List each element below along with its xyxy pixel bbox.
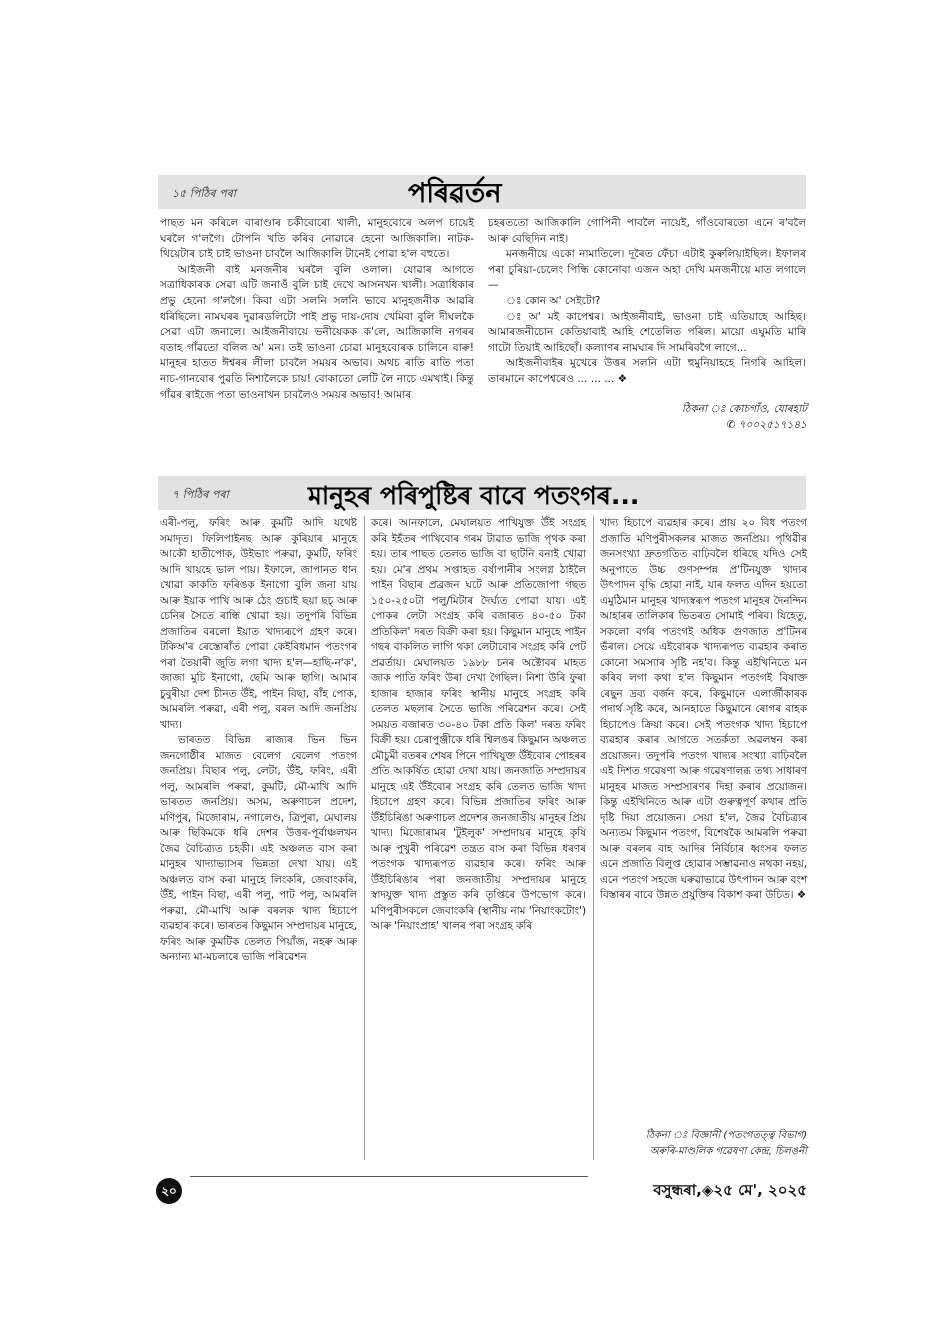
page-number: ২০ <box>156 1178 182 1204</box>
article-title: পৰিৱৰ্তন <box>408 178 502 209</box>
article-title: মানুহৰ পৰিপুষ্টিৰ বাবে পতংগৰ... <box>308 481 640 510</box>
author-signature <box>587 1128 807 1159</box>
article-column <box>371 516 586 935</box>
column-divider <box>364 516 365 1160</box>
address-line: ঠিকনা ঃ কোচগাঁও, যোৰহাট <box>681 403 807 415</box>
section-header-bar <box>158 175 806 209</box>
continued-from-label: ১৫ পিঠিৰ পৰা <box>172 187 236 200</box>
end-mark-icon: ❖ <box>617 372 628 385</box>
paragraph: মনজনীয়ে একো নামাতিলে। দূৰৈত ফেঁচা এটাই কুৰুলিয়াইছিল। ইফালৰ পৰা চুৰিয়া-চেলেং পিন্ধি কোনোবা এজন অহা দেখি মনজনীয়ে মাত লগালে— <box>488 248 806 292</box>
phone-line: ✆ ৭০০২৫১৭১৪১ <box>726 418 807 431</box>
author-signature <box>507 402 807 433</box>
paragraph: আইজনী বাই মনজনীৰ ঘৰলৈ বুলি ওলাল। যোৱাৰ আগতে সত্ৰাধিকাৰক সেৱা এটি জনাওঁ বুলি চাই দেখে আসনখন খালী। সত্ৰাধিকাৰ প্ৰভু হেনো গ'লগৈ। কিবা এটা সলনি সলনি ভাবে মানুহজনীক আৱৰি ধৰিছিলে। নামঘৰৰ দুৱাৰডলিটো পাই প্ৰভু দায়-দোষ খেমিবা বুলি দীঘলকৈ সেৱা এটা জনালে। আইজনীবায়ে ভনীয়েকক ক'লে, আজিকালি নগৰৰ বতাহ গাঁৱতো বলিল অ' মন। তই ভাওনা চোৱা মানুহবোৰক চালিনে বাৰু! মানুহৰ হাতত ঈশ্বৰৰ লীলা চাবলৈ সময়ৰ অভাব। অথচ ৰাতি ৰাতি পতা নাচ-গানবোৰ পুৱতি নিশালৈকে চায়! বোকাতো লেটি লৈ নাচে এমখাই। কিন্তু গাঁৱৰ ৰাইজে পতা ভাওনাখন চাবলৈও সময়ৰ অভাব! আমাৰ <box>160 263 474 401</box>
paragraph: ঃ অ' মই কাপেশ্বৰ। আইজনীবাই, ভাওনা চাই এতিয়াহে আহিছ। আমাৰজনীচোন কেতিয়াবাই আহি শেতেলিত পৰিল। মায়ো এঘুমতি মাৰি গাটো তিয়াই আহিছোঁ। কল্যাণৰ নামঘাৰ দি সামৰিবগৈ লাগে... <box>488 310 806 354</box>
paragraph: এৰী-পলু, ফৰিং আৰু কুমটি আদি যথেষ্ট সমাদৃত। ফিলিপাইনছ আৰু কুৰিয়াৰ মানুহে আকৌ হাতীপোক, উইভাং পৰুৱা, কুমটি, ফৰিং আদি খায়হে ভাল পায়। ইফালে, জাপানত ধান খোৱা কাকতি ফৰিঙক ইনাগো বুলি জনা যায় আৰু ইয়াক পাখি আৰু ঠেং গুচাই ছয়া ছচ্‌ আৰু চেনিৰ সৈতে ৰান্ধি খোৱা হয়। তদুপৰি বিভিন্ন প্ৰজাতিৰ বৰলো ইয়াত খাদ্যৰূপে গ্ৰহণ কৰে। টকিঅ'ৰ ৰেস্তোৰাঁত পোৱা কেইবিধমান পতংগৰ পৰা তৈয়াৰী জুতি লগা খাদ্য হ'ল—হাছি-ন'ক', জাজা মুচি ইনাগো, ছেমি আৰু ছাগি। আমাৰ চুবুৰীয়া দেশ চীনত উঁই, পাইন বিছা, বাঁহ পোক, আমৰলি পৰুৱা, এৰী পলু, বৰল আদি জনপ্ৰিয় খাদ্য। <box>160 517 357 731</box>
article-column <box>160 216 474 403</box>
paragraph: আইজনীবাইৰ মুখেৰে উত্তৰ সলনি এটা হুমুনিয়াহহে নিগৰি আহিল। তাৰমানে কাপেশ্বৰেও ... ... ... <box>488 357 806 385</box>
column-divider <box>593 516 594 1160</box>
article-column <box>160 516 357 966</box>
end-mark-icon: ❖ <box>796 889 807 901</box>
paragraph: চহৰততো আজিকালি গোপিনী পাবলৈ নায়েই, গাঁওবোৰতো এনে ৰ'বলৈ আৰু বেছিদিন নাই। <box>488 217 806 245</box>
institution-line: অৰুৰি-মাণ্ডলিক গৱেষণা কেন্দ্ৰ, চিলঙনী <box>649 1145 807 1157</box>
paragraph: খাদ্য হিচাপে ব্যৱহাৰ কৰে। প্ৰায় ২০ বিধ পতংগ প্ৰজাতি মণিপুৰীসকলৰ মাজত জনপ্ৰিয়। পৃথিৱীৰ জনসংখ্যা দ্ৰুতগতিত বাঢ়িবলৈ ধৰিছে যদিও সেই অনুপাতে উচ্চ গুণসম্পন্ন প্ৰ'টিনযুক্ত খাদ্যৰ উৎপাদন বৃদ্ধি হোৱা নাই, যাৰ ফলত এদিন হয়তো এমুঠিমান মানুহৰ খাদ্যস্বৰূপ পতংগ মানুহৰ দৈনন্দিন আহাৰৰ তালিকাৰ ভিতৰত সোমাই পৰিব। যিহেতু, সকলো বৰ্গৰ পতংগই অধিক গুণজাত প্ৰ'টিনৰ ভঁৰাল। সেয়ে এইবোৰক খাদ্যৰূপত ব্যৱহাৰ কৰাত কোনো সমস্যাৰ সৃষ্টি নহ'ব। কিন্তু এইখিনিতে মন কৰিব লগা কথা হ'ল কিছুমান পতংগই বিষাক্ত ৰেছুন দ্ৰব্য বৰ্জন কৰে, কিছুমানে এলাৰ্জীকাৰক পদাৰ্থ সৃষ্টি কৰে, আনহাতে কিছুমানে ৰোগৰ বাহক হিচাপেও ক্ৰিয়া কৰে। সেই পতংগক খাদ্য হিচাপে ব্যৱহাৰ কৰাৰ আগতে সতৰ্কতা অৱলম্বন কৰা প্ৰয়োজন। তদুপৰি পতংগ খাদ্যৰ সংখ্যা বাঢ়িবলৈ এই দিশত গৱেষণা আৰু গৱেষণালব্ধ তথ্য সাধাৰণ মানুহৰ মাজত সম্প্ৰসাৰণৰ দিহা কৰাৰ প্ৰয়োজন। কিন্তু এইখিনিতে আৰু এটা গুৰুত্বপূৰ্ণ কথাৰ প্ৰতি দৃষ্টি দিয়া প্ৰয়োজন। সেয়া হ'ল, জৈৱ বৈচিত্ৰ্যৰ অন্যতম কিছুমান পতংগ, বিশেষকৈ আমৰলি পৰুৱা আৰু বৰলৰ বাহ আদিৰ নিৰ্বিচাৰ ধ্বংসৰ ফলত এনে প্ৰজাতি বিলুপ্ত হোৱাৰ সম্ভাৱনাও নথকা নহয়, এনে পতংগ সহজে ঘৰুৱাভাৱে উৎপাদন আৰু বংশ বিস্তাৰৰ বাবে উন্নত প্ৰযুক্তিৰ বিকাশ কৰা উচিত। <box>600 517 807 901</box>
continued-from-label: ৭ পিঠিৰ পৰা <box>172 488 229 501</box>
footer-rule <box>190 1176 588 1177</box>
paragraph: ঃ কোন অ' সেইটো? <box>506 294 601 307</box>
paragraph: ভাৰতত বিভিন্ন ৰাজ্যৰ ভিন ভিন জনগোষ্ঠীৰ মাজত বেলেগ বেলেগ পতংগ জনপ্ৰিয়। বিছাৰ পলু, লেটা, উঁই, ফৰিং, এৰী পলু, আমৰলি পৰুৱা, কুমটি, মৌ-মাখি আদি ভাৰতত জনপ্ৰিয়। অসম, অৰুণাচল প্ৰদেশ, মণিপুৰ, মিজোৰাম, নগালেণ্ড, ত্ৰিপুৰা, মেঘালয় আৰু ছিকিমকে ধৰি দেশৰ উত্তৰ-পূৰ্বাঞ্চলখন জৈৱ বৈচিত্ৰ্যত চহকী। এই অঞ্চলত বাস কৰা মানুহৰ খাদ্যাভ্যাসৰ ভিন্নতা দেখা যায়। এই অঞ্চলত বাস কৰা মানুহে লিংকৰি, জেবাংকৰি, উঁই, পাইন বিছা, এৰী পলু, পাট পলু, আমৰলি পৰুৱা, মৌ-মাখি আৰু বৰলক খাদ্য হিচাপে ব্যৱহাৰ কৰে। ভাৰতৰ কিছুমান সম্প্ৰদায়ৰ মানুহে, ফৰিং আৰু কুমটিক তেলত পিয়াঁজ, নহৰু আৰু অন্যান্য মা-মচলাৰে ভাজি পৰিৱেশন <box>160 734 357 963</box>
paragraph: কৰে। আনফালে, মেঘালয়ত পাখিযুক্ত উঁই সংগ্ৰহ কৰি ইহঁতৰ পাখিবোৰ গৰম টাৱাত ভাজি পৃথক কৰা হয়। তাৰ পাছত তেলত ভাজি বা ছাটনি বনাই খোৱা হয়। মে'ৰ প্ৰথম সপ্তাহত বৰ্ষাপানীৰ সংলগ্ন ঠাইলৈ পাইন বিছাৰ প্ৰব্ৰজন ঘটে আৰু প্ৰতিজোপা গছত ১৫০-২৫০টা পলু/মিটাৰ দৈৰ্ঘ্যত পোৱা যায়। এই পোকৰ লেটা সংগ্ৰহ কৰি বজাৰত ৪০-৫০ টকা প্ৰতিকিল' দৰত বিক্ৰী কৰা হয়। কিছুমান মানুহে পাইন গছৰ বাকলিত লাগি থকা লেটাবোৰ সংগ্ৰহ কৰি পেট প্ৰৱৰ্তায়। মেঘালয়ত ১৯৮৮ চনৰ অক্টোবৰ মাহত জাক পাতি ফৰিং উৰা দেখা গৈছিল। নিশা উৰি ফুৰা হাজাৰ হাজাৰ ফৰিং স্থানীয় মানুহে সংগ্ৰহ কৰি তেলত মছলাৰ সৈতে ভাজি পৰিৱেশন কৰে। সেই সময়ত বজাৰত ৩০-৪০ টকা প্ৰতি কিল' দৰত ফৰিং বিক্ৰী হয়। চেৰাপুঞ্জীকে ধৰি শ্বিলঙৰ কিছুমান অঞ্চলত মৌচুমী বতৰৰ শেষৰ পিনে পাখিযুক্ত উঁইবোৰ পোহৰৰ প্ৰতি আকৰ্ষিত হোৱা দেখা যায়। জনজাতি সম্প্ৰদায়ৰ মানুহে এই উঁইবোৰ সংগ্ৰহ কৰি তেলত ভাজি খাদ্য হিচাপে গ্ৰহণ কৰে। বিভিন্ন প্ৰজাতিৰ ফৰিং আৰু উঁইচিৰিঙা অৰুণাচল প্ৰদেশৰ জনজাতীয় মানুহৰ প্ৰিয় খাদ্য। মিজোৰামৰ 'টুইলুক' সম্প্ৰদায়ৰ মানুহে কৃষি আৰু পুখুৰী পৰিৱেশ তন্ত্ৰত বাস কৰা বিভিন্ন ধৰণৰ পতংগক খাদ্যৰূপত ব্যৱহাৰ কৰে। ফৰিং আৰু উঁইচিৰিঙাৰ পৰা জনজাতীয় সম্প্ৰদায়ৰ মানুহে স্বাদযুক্ত খাদ্য প্ৰস্তুত কৰি তৃপ্তিৰে উপভোগ কৰে। মণিপুৰীসকলে জেবাংকৰি (স্থানীয় নাম 'নিয়াংকটোং') আৰু 'নিয়াংপ্ৰাহ' খালৰ পৰা সংগ্ৰহ কৰি <box>371 517 586 932</box>
paragraph: পাছত মন কৰিলে বাৰাণ্ডাৰ চকীবোৰো খালী, মানুহবোৰে অলপ চায়েই ঘৰলৈ গ'লগৈ। টোপনি খতি কৰিব নোৱাৰে হেনো আজিকালি। নাটক-থিয়েটাৰ চাই চাই ভাওনা চাবলৈ আজিকালি টানেই পোৱা হ'ল বহুতে। <box>160 217 474 261</box>
magazine-issue: বসুন্ধৰা,◈২৫ মে', ২০২৫ <box>653 1181 807 1199</box>
address-line: ঠিকনা ঃ বিজ্ঞানী (পতংগতত্ত্ব বিভাগ) <box>645 1130 807 1141</box>
article-column <box>488 216 806 388</box>
article-column <box>600 516 807 904</box>
section-header-bar <box>158 476 806 510</box>
